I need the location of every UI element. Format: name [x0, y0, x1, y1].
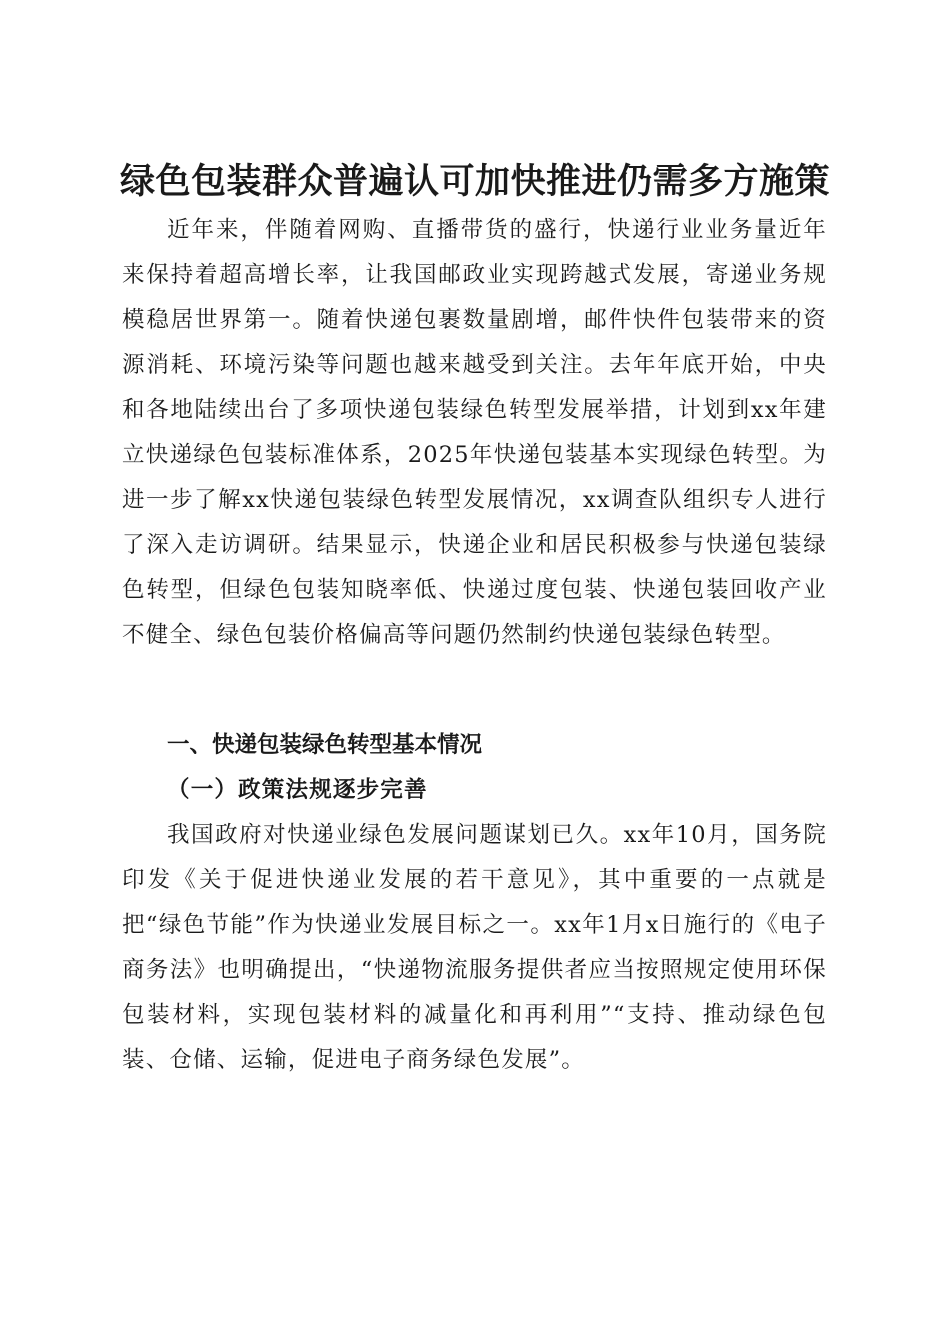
intro-paragraph: 近年来，伴随着网购、直播带货的盛行，快递行业业务量近年来保持着超高增长率，让我国邮政业实现跨越式发展，寄递业务规模稳居世界第一。随着快递包裹数量剧增，邮件快件包装带来的资源消耗、环境污染等问题也越来越受到关注。去年年底开始，中央和各地陆续出台了多项快递包装绿色转型发展举措，计划到xx年建立快递绿色包装标准体系，2025年快递包装基本实现绿色转型。为进一步了解xx快递包装绿色转型发展情况，xx调查队组织专人进行了深入走访调研。结果显示，快递企业和居民积极参与快递包装绿色转型，但绿色包装知晓率低、快递过度包装、快递包装回收产业不健全、绿色包装价格偏高等问题仍然制约快递包装绿色转型。 [122, 217, 827, 648]
page-title: 绿色包装群众普遍认可加快推进仍需多方施策 [119, 161, 830, 203]
subsection-heading: （一）政策法规逐步完善 [167, 777, 428, 803]
section-heading: 一、快递包装绿色转型基本情况 [167, 732, 483, 758]
policy-paragraph: 我国政府对快递业绿色发展问题谋划已久。xx年10月，国务院印发《关于促进快递业发展的若干意见》，其中重要的一点就是把“绿色节能”作为快递业发展目标之一。xx年1月x日施行的《电子商务法》也明确提出，“快递物流服务提供者应当按照规定使用环保包装材料，实现包装材料的减量化和再利用”“支持、推动绿色包装、仓储、运输，促进电子商务绿色发展”。 [122, 822, 827, 1073]
